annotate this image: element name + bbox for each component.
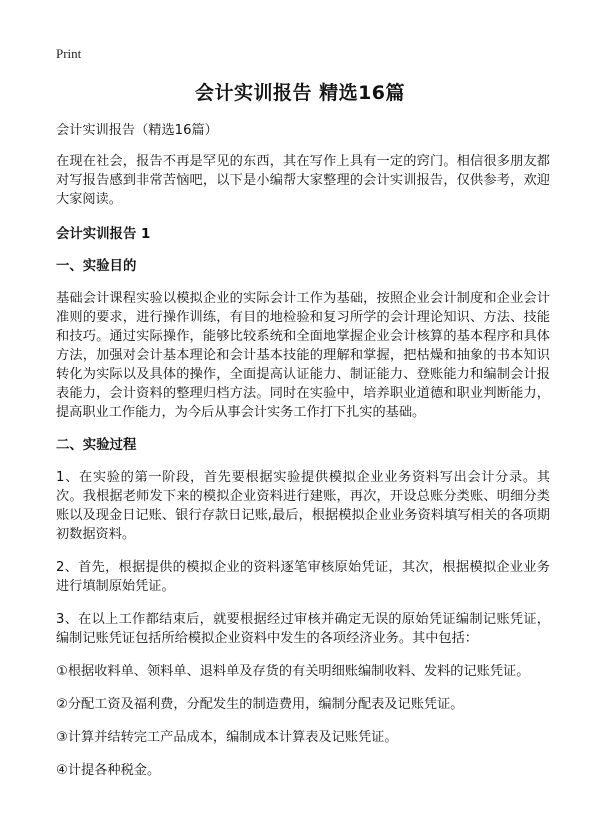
article-subtitle: 会计实训报告（精选16篇） — [56, 123, 218, 138]
page-title: 会计实训报告 精选16篇 — [194, 82, 406, 104]
process-step-2: 2、首先，根据提供的模拟企业的资料逐笔审核原始凭证，其次，根据模拟企业业务进行填制原始凭证。 — [56, 560, 550, 594]
process-step-1: 1、在实验的第一阶段，首先要根据实验提供模拟企业业务资料写出会计分录。其次。我根据老师发下来的模拟企业资料进行建账，再次，开设总账分类账、明细分类账以及现金日记账、银行存款日记账,最后，根据模拟企业业务资料填写相关的各项期初数据资料。 — [56, 470, 550, 542]
process-step-3: 3、在以上工作都结束后，就要根据经过审核并确定无误的原始凭证编制记账凭证，编制记账凭证包括所给模拟企业资料中发生的各项经济业务。其中包括： — [56, 612, 550, 646]
article-body — [56, 121, 550, 794]
intro-paragraph: 在现在社会，报告不再是罕见的东西，其在写作上具有一定的窍门。相信很多朋友都对写报告感到非常苦恼吧，以下是小编帮大家整理的会计实训报告，仅供参考，欢迎大家阅读。 — [56, 154, 550, 207]
list-item: ④计提各种税金。 — [56, 763, 161, 778]
list-item: ③计算并结转完工产品成本，编制成本计算表及记账凭证。 — [56, 730, 398, 745]
section-heading-purpose: 一、实验目的 — [56, 259, 137, 274]
section-paragraph-purpose: 基础会计课程实验以模拟企业的实际会计工作为基础，按照企业会计制度和企业会计准则的要求，进行操作训练，有目的地检验和复习所学的会计理论知识、方法、技能和技巧。通过实际操作，能够比较系统和全面地掌握企业会计核算的基本程序和具体方法，加强对会计基本理论和会计基本技能的理解和掌握，把枯燥和抽象的书本知识转化为实际以及具体的操作，全面提高认证能力、制证能力、登账能力和编制会计报表能力，会计资料的整理归档方法。同时在实验中，培养职业道德和职业判断能力，提高职业工作能力，为今后从事会计实务工作打下扎实的基础。 — [56, 291, 550, 420]
list-item: ②分配工资及福利费，分配发生的制造费用，编制分配表及记账凭证。 — [56, 697, 464, 712]
section-heading-process: 二、实验过程 — [56, 438, 137, 453]
report-heading: 会计实训报告 1 — [56, 227, 151, 242]
print-link[interactable]: Print — [56, 46, 82, 61]
list-item: ①根据收料单、领料单、退料单及存货的有关明细账编制收料、发料的记账凭证。 — [56, 664, 530, 679]
